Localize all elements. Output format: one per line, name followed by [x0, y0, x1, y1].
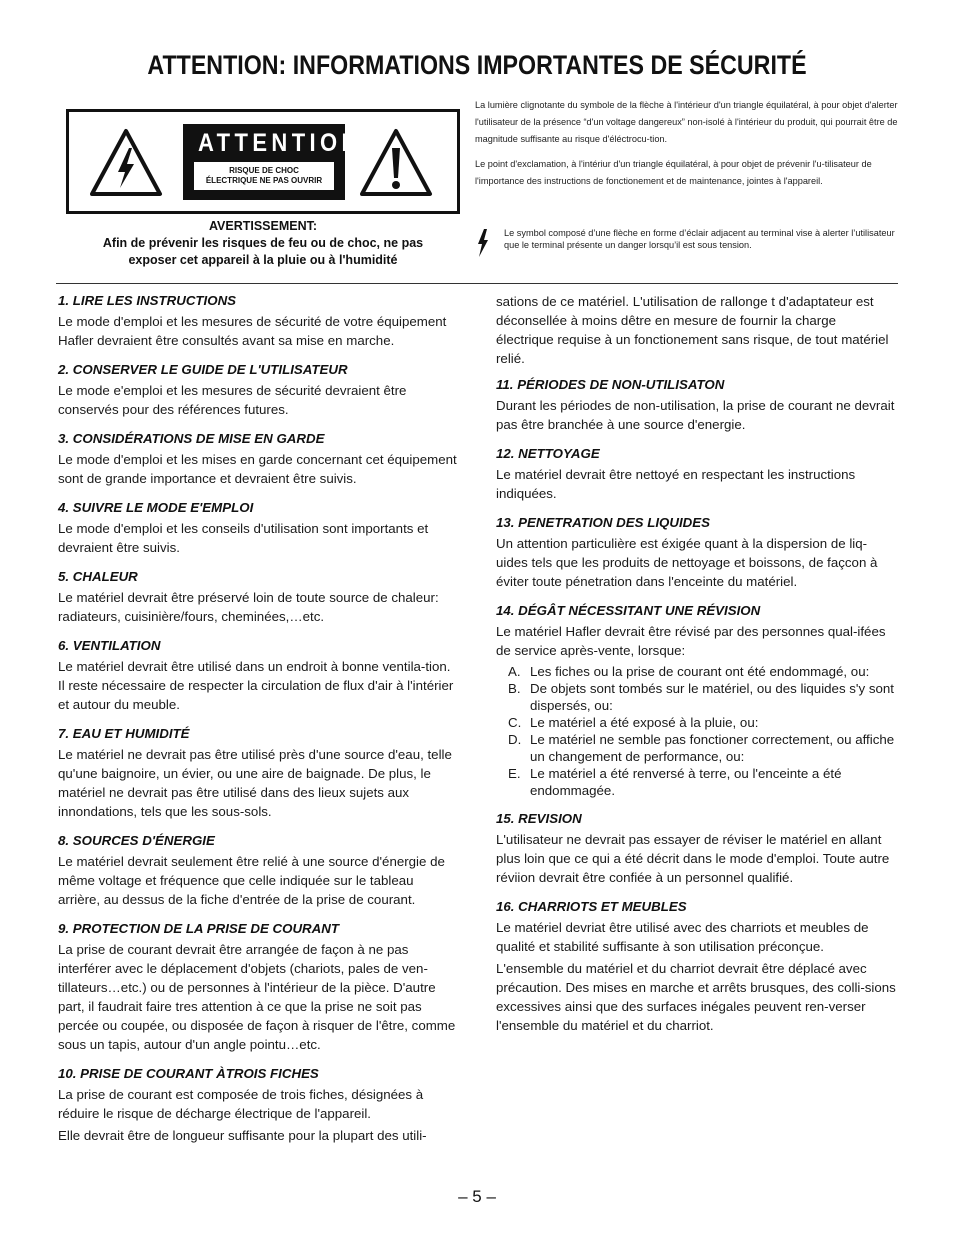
section-heading: 16. CHARRIOTS ET MEUBLES — [496, 899, 687, 914]
list-item-letter: D. — [508, 732, 522, 747]
symbol-notes — [475, 97, 900, 198]
section-heading: 11. PÉRIODES DE NON-UTILISATON — [496, 377, 725, 392]
instruction-section — [58, 637, 458, 714]
instruction-section — [58, 725, 458, 821]
section-heading: 3. CONSIDÉRATIONS DE MISE EN GARDE — [58, 431, 325, 446]
instruction-section — [496, 602, 896, 799]
section-heading: 5. CHALEUR — [58, 569, 138, 584]
bolt-note: Le symbol composé d’une flèche en forme d’éclair adjacent au terminal vise à alerter l’utilisateur que le terminal présente un danger lorsqu’il est sous tension. — [504, 228, 895, 250]
section-heading: 9. PROTECTION DE LA PRISE DE COURANT — [58, 921, 339, 936]
right-sections — [496, 376, 896, 1035]
instruction-section — [58, 430, 458, 488]
page-number: – 5 – — [458, 1187, 496, 1206]
avertissement-block — [66, 218, 460, 269]
section-paragraph: Un attention particulière est éxigée quant à la dispersion de liq-uides tels que les produits de nettoyage et boissons, de façcon à éviter toute pénetration dans l'enceinte du matériel. — [496, 536, 878, 589]
section-heading: 12. NETTOYAGE — [496, 446, 600, 461]
exclamation-triangle-icon — [359, 128, 433, 198]
list-item — [496, 680, 896, 714]
attention-line-2: ÉLECTRIQUE NE PAS OUVRIR — [205, 176, 323, 185]
section-heading: 15. REVISION — [496, 811, 582, 826]
list-item-letter: C. — [508, 715, 522, 730]
right-column — [496, 292, 896, 1046]
continuation-paragraph: sations de ce matériel. L'utilisation de rallonge t d'adaptateur est déconsellée à moins dêtre en mesure de fournir la charge électrique requise à un fonctionement sans risque, de tout matériel relié. — [496, 294, 889, 366]
section-paragraph: Le mode d'emploi et les mesures de sécurité de votre équipement Hafler devraient être consultés avant sa mise en marche. — [58, 314, 447, 348]
instruction-section — [496, 376, 896, 434]
section-heading: 8. SOURCES D'ÉNERGIE — [58, 833, 215, 848]
section-heading: 7. EAU ET HUMIDITÉ — [58, 726, 190, 741]
list-item — [496, 663, 896, 680]
avertissement-line-2: exposer cet appareil à la pluie ou à l'humidité — [128, 253, 398, 267]
list-item-letter: B. — [508, 681, 521, 696]
attention-line-1: RISQUE DE CHOC — [229, 166, 299, 175]
section-heading: 4. SUIVRE LE MODE E'EMPLOI — [58, 500, 254, 515]
attention-label-box — [183, 124, 362, 200]
instruction-section — [58, 499, 458, 557]
instruction-section — [58, 1065, 458, 1145]
left-column — [58, 290, 458, 1156]
section-heading: 1. LIRE LES INSTRUCTIONS — [58, 293, 237, 308]
attention-word: ATTENTION — [198, 129, 362, 157]
section-paragraph: Le matériel devrait être nettoyé en respectant les instructions indiquées. — [496, 467, 856, 501]
section-paragraph: La prise de courant est composée de trois fiches, désignées à réduire le risque de décharge électrique de l'appareil. — [58, 1087, 424, 1121]
attention-warning-panel — [66, 109, 460, 214]
list-item-letter: E. — [508, 766, 521, 781]
page-title: ATTENTION: INFORMATIONS IMPORTANTES DE SÉCURITÉ — [147, 50, 807, 80]
list-item — [496, 731, 896, 765]
avertissement-line-1: Afin de prévenir les risques de feu ou de choc, ne pas — [102, 236, 424, 250]
flash-note: La lumière clignotante du symbole de la flèche à l'intérieur d'un triangle équilatéral, à pour objet d'alerter l'utilisateur de la présence “d'un voltage dangereux” non-isolé à l'intérieur du produit, qui pourrait être de magnitude suffisante au risque d'éléctrocu-tion. — [475, 100, 898, 144]
section-heading: 6. VENTILATION — [58, 638, 161, 653]
instruction-section — [496, 445, 896, 503]
list-item-letter: A. — [508, 664, 521, 679]
section-heading: 13. PENETRATION DES LIQUIDES — [496, 515, 711, 530]
exclamation-note: Le point d'exclamation, à l'intériur d'un triangle équilatéral, à pour objet de prévenir l'u-tilisateur de l'importance des instructions de fonctionement et de maintenance, jointes à l'appareil. — [475, 159, 872, 186]
lightning-triangle-icon — [89, 128, 163, 198]
bolt-note-block — [475, 227, 900, 251]
list-item-text: Le matériel a été renversé à terre, ou l'enceinte a été endommagée. — [530, 766, 842, 798]
avertissement-title: AVERTISSEMENT: — [208, 219, 318, 233]
instruction-section — [496, 514, 896, 591]
section-paragraph: Le mode d'emploi et les mises en garde concernant cet équipement sont de grande importance et devraient être suivis. — [58, 452, 457, 486]
instruction-section — [58, 920, 458, 1054]
list-item-text: Le matériel a été exposé à la pluie, ou: — [530, 715, 759, 730]
section-heading: 14. DÉGÂT NÉCESSITANT UNE RÉVISION — [496, 603, 761, 618]
section-divider — [56, 283, 898, 284]
list-item — [496, 765, 896, 799]
instruction-section — [58, 292, 458, 350]
section-paragraph: Le matériel ne devrait pas être utilisé près d'une source d'eau, telle qu'une baignoire, un évier, ou une aire de baignade. De plus, le matériel ne devrait pas être utilisé dans des lieux sujets aux innondations, tels que les sous-sols. — [58, 747, 452, 819]
instruction-section — [496, 810, 896, 887]
section-paragraph: Le mode e'emploi et les mesures de sécurité devraient être conservés pour des références futures. — [58, 383, 407, 417]
list-item-text: De objets sont tombés sur le matériel, ou des liquides s'y sont dispersés, ou: — [530, 681, 894, 713]
instruction-section — [58, 832, 458, 909]
list-item-text: Les fiches ou la prise de courant ont été endommagé, ou: — [530, 664, 870, 679]
section-paragraph: Le matériel devrait être utilisé dans un endroit à bonne ventila-tion. Il reste nécessaire de respecter la circulation de flux d'air à l'intérier et autour du meuble. — [58, 659, 454, 712]
instruction-section — [58, 361, 458, 419]
list-item — [496, 714, 896, 731]
section-paragraph: Durant les périodes de non-utilisation, la prise de courant ne devrait pas être branchée à une source d'energie. — [496, 398, 895, 432]
section-paragraph: L'ensemble du matériel et du charriot devrait être déplacé avec précaution. Des mises en marche et arrêts brusques, des colli-sions excessives ainsi que des surfaces inégales peuvent ren-verser l'ensemble du matériel et du charriot. — [496, 961, 896, 1033]
instruction-section — [58, 568, 458, 626]
lightning-bolt-icon — [477, 229, 489, 257]
section-paragraph: Elle devrait être de longueur suffisante pour la plupart des utili- — [58, 1128, 427, 1143]
attention-shock-warning — [194, 162, 334, 190]
section-paragraph: Le matériel devrait être préservé loin de toute source de chaleur: radiateurs, cuisinière/fours, cheminées,…etc. — [58, 590, 439, 624]
instruction-section — [496, 898, 896, 1035]
section-paragraph: Le matériel devriat être utilisé avec des charriots et meubles de qualité et stabilité suffisante à son utilisation préconçue. — [496, 920, 869, 954]
section-paragraph: L'utilisateur ne devrait pas essayer de réviser le matériel en allant plus loin que ce qui a été décrit dans le mode d'emploi. Toute autre réviion devrait être confiée à un personnel qualifié. — [496, 832, 890, 885]
section-paragraph: Le matériel Hafler devrait être révisé par des personnes qual-ifées de service après-vente, lorsque: — [496, 624, 886, 658]
section-heading: 10. PRISE DE COURANT ÀTROIS FICHES — [58, 1066, 319, 1081]
section-paragraph: La prise de courant devrait être arrangée de façon à ne pas interférer avec le déplacement d'objets (chariots, pales de ven-tillateurs…etc.) ou de personnes à l'intérieur de la pièce. D'autre part, il faudrait faire tres attention à ce que la prise ne soit pas percée ou coupée, ou disposée de façon à risquer de l'être, comme sous un tapis, autour d'un angle pointu…etc. — [58, 942, 456, 1052]
section-paragraph: Le mode d'emploi et les conseils d'utilisation sont importants et devraient être suivis. — [58, 521, 429, 555]
list-item-text: Le matériel ne semble pas fonctioner correctement, ou affiche un changement de performance, ou: — [530, 732, 895, 764]
section-paragraph: Le matériel devrait seulement être relié à une source d'énergie de même voltage et fréquence que celle indiquée sur le tableau arrière, au dessus de la fiche d'entrée de la prise de courant. — [58, 854, 445, 907]
section-heading: 2. CONSERVER LE GUIDE DE L'UTILISATEUR — [58, 362, 348, 377]
